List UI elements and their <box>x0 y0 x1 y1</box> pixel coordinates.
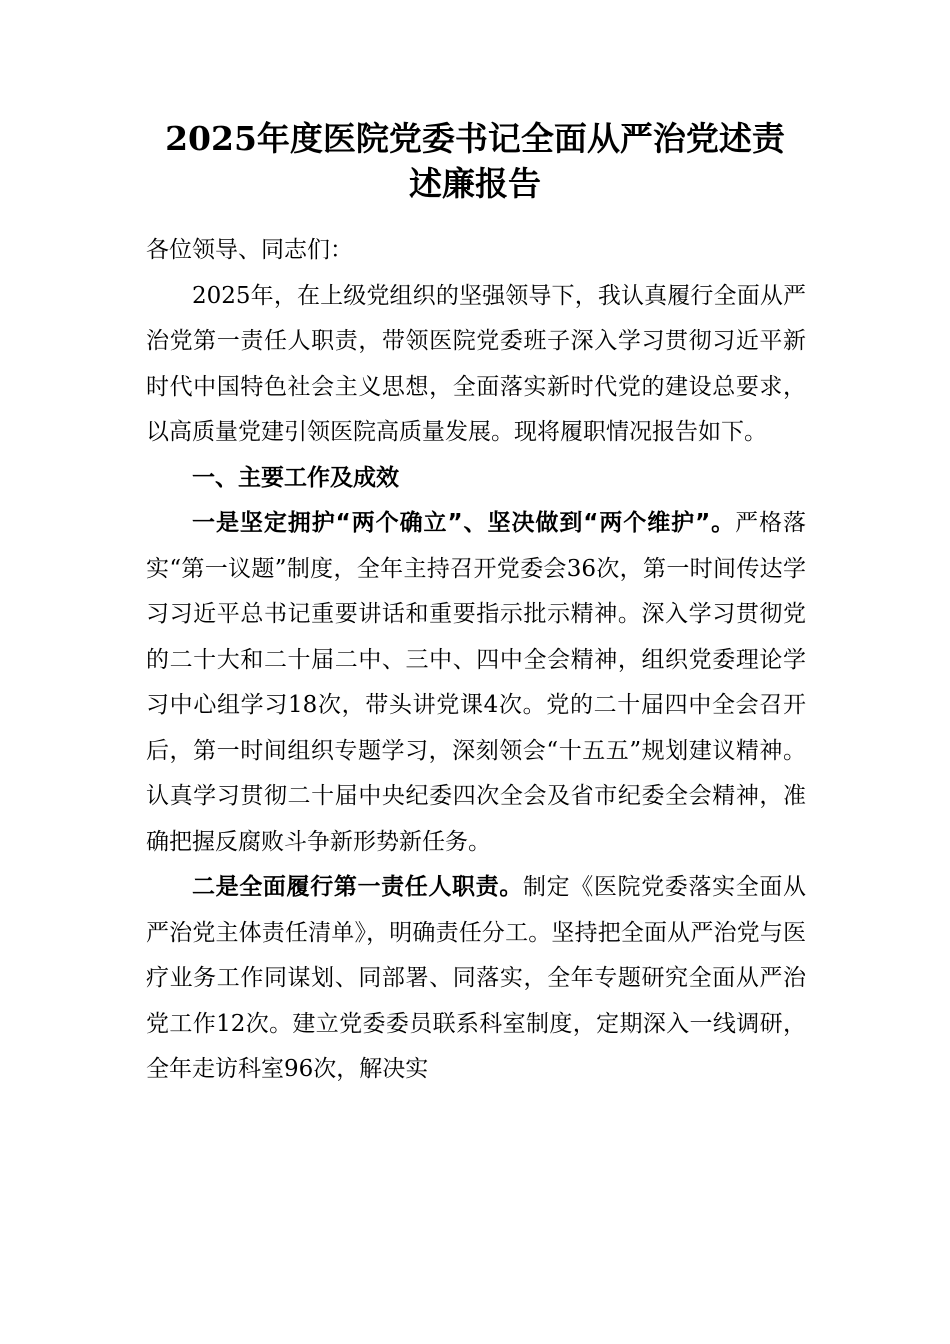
item-1-paragraph <box>146 501 806 865</box>
title-line-2: 述廉报告 <box>409 164 541 203</box>
item-2-paragraph <box>146 865 806 1093</box>
intro-paragraph: 2025年，在上级党组织的坚强领导下，我认真履行全面从严治党第一责任人职责，带领医院党委班子深入学习贯彻习近平新时代中国特色社会主义思想，全面落实新时代党的建设总要求，以高质量党建引领医院高质量发展。现将履职情况报告如下。 <box>146 282 806 445</box>
item-2-lead: 二是全面履行第一责任人职责。 <box>192 874 523 900</box>
section-heading: 一、主要工作及成效 <box>192 464 399 491</box>
document-title <box>100 116 850 206</box>
item-1-lead: 一是坚定拥护“两个确立”、坚决做到“两个维护”。 <box>192 510 736 536</box>
salutation: 各位领导、同志们： <box>146 237 353 263</box>
item-1-text: 严格落实“第一议题”制度，全年主持召开党委会36次，第一时间传达学习习近平总书记重要讲话和重要指示批示精神。深入学习贯彻党的二十大和二十届二中、三中、四中全会精神，组织党委理论学习中心组学习18次，带头讲党课4次。党的二十届四中全会召开后，第一时间组织专题学习，深刻领会“十五五”规划建议精神。认真学习贯彻二十届中央纪委四次全会及省市纪委全会精神，准确把握反腐败斗争新形势新任务。 <box>146 510 806 855</box>
item-2-text: 制定《医院党委落实全面从严治党主体责任清单》，明确责任分工。坚持把全面从严治党与医疗业务工作同谋划、同部署、同落实，全年专题研究全面从严治党工作12次。建立党委委员联系科室制度，定期深入一线调研，全年走访科室96次，解决实 <box>146 874 807 1082</box>
document-body <box>146 228 806 1093</box>
title-line-1: 2025年度医院党委书记全面从严治党述责 <box>165 119 785 158</box>
